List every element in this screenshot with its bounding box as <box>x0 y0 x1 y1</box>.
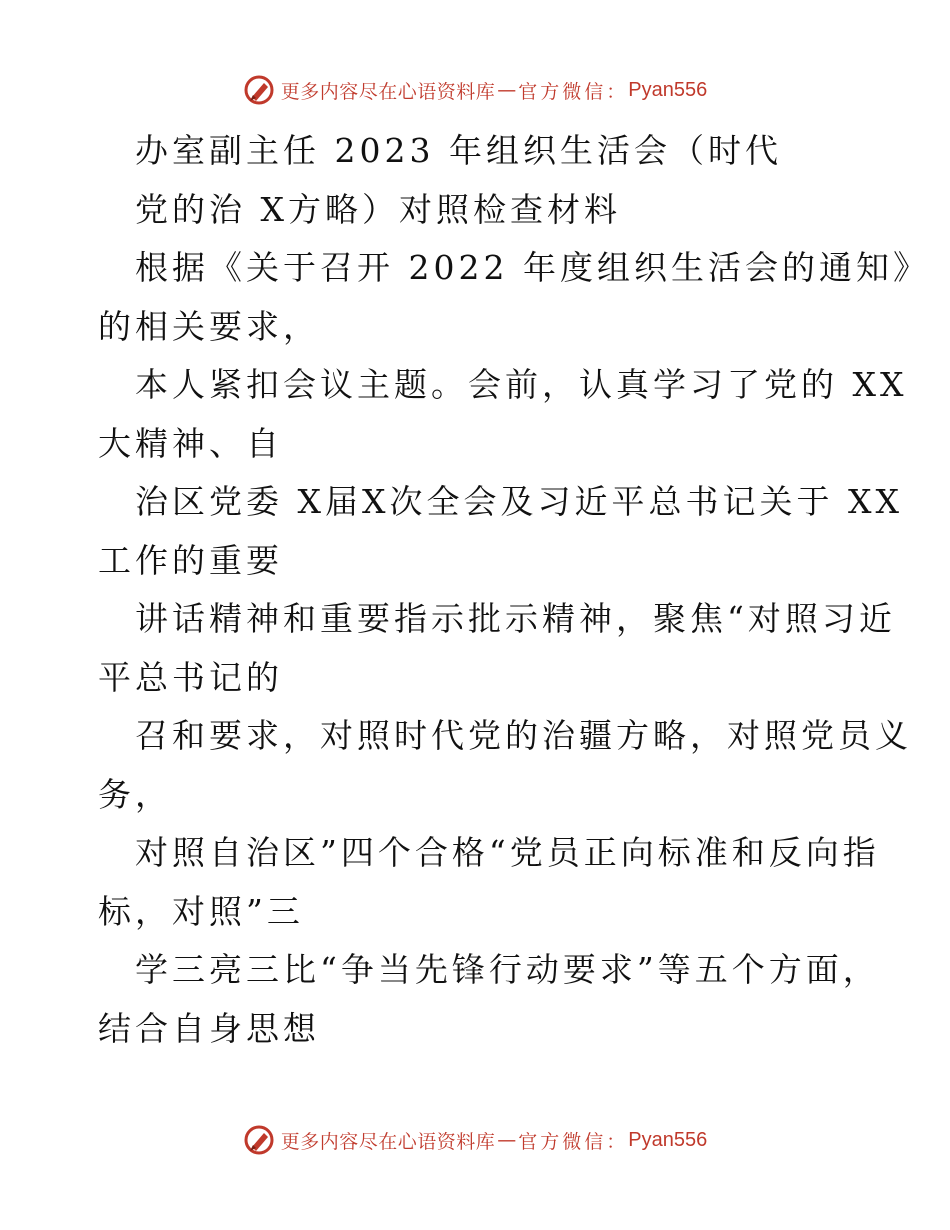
doc-line: 本人紧扣会议主题。会前，认真学习了党的 XX <box>135 365 908 404</box>
doc-line: 标，对照”三 <box>98 891 304 931</box>
doc-line: 办室副主任 2023 年组织生活会（时代 <box>135 131 782 170</box>
doc-line: 平总书记的 <box>98 657 283 697</box>
watermark-text: 更多内容尽在心语资料库 <box>280 80 496 103</box>
doc-line: 召和要求，对照时代党的治疆方略，对照党员义 <box>135 716 912 755</box>
doc-line: 学三亮三比“争当先锋行动要求”等五个方面， <box>135 950 880 989</box>
watermark-sub: 官方微信： <box>518 80 629 103</box>
doc-line: 结合自身思想 <box>98 1008 320 1048</box>
doc-line: 的相关要求， <box>98 306 320 346</box>
watermark-footer <box>0 1122 950 1158</box>
doc-line: 大精神、自 <box>98 423 283 463</box>
doc-line: 工作的重要 <box>98 540 283 580</box>
pen-logo-icon <box>243 1124 275 1156</box>
document-body <box>98 122 930 1058</box>
watermark-separator: — <box>497 1129 517 1151</box>
doc-line: 讲话精神和重要指示批示精神，聚焦“对照习近 <box>135 599 896 638</box>
pen-logo-icon <box>243 74 275 106</box>
watermark-id: Pyan556 <box>628 78 708 101</box>
doc-line: 务， <box>98 774 172 814</box>
doc-line: 治区党委 X届X次全会及习近平总书记关于 XX <box>135 482 903 521</box>
watermark-separator: — <box>497 79 517 101</box>
watermark-id: Pyan556 <box>628 1128 708 1151</box>
watermark-header <box>0 72 950 108</box>
watermark-text: 更多内容尽在心语资料库 <box>280 1130 496 1153</box>
watermark-sub: 官方微信： <box>518 1130 629 1153</box>
doc-line: 党的治 X方略）对照检查材料 <box>135 189 621 229</box>
doc-line: 对照自治区”四个合格“党员正向标准和反向指 <box>135 833 880 872</box>
doc-line: 根据《关于召开 2022 年度组织生活会的通知》 <box>135 248 930 287</box>
